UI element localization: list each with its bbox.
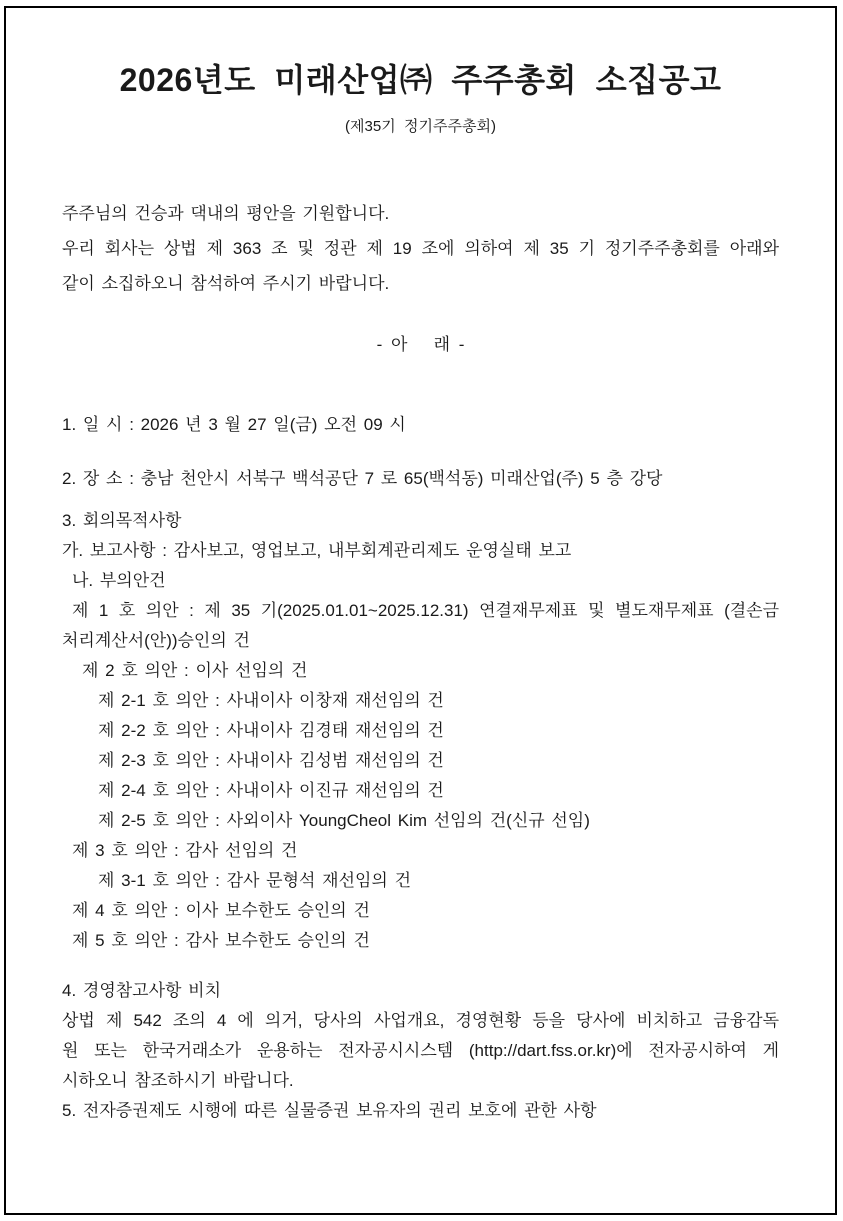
- greeting-line: 주주님의 건승과 댁내의 평안을 기원합니다.: [62, 204, 390, 223]
- agenda-header: 3. 회의목적사항: [62, 511, 182, 530]
- proposals-header: 나. 부의안건: [72, 571, 166, 590]
- reference-section: [62, 976, 779, 1126]
- reference-line-3: 시하오니 참조하시기 바랍니다.: [62, 1071, 294, 1090]
- intro-line-2: 같이 소집하오니 참석하여 주시기 바랍니다.: [62, 274, 390, 293]
- greeting-paragraph: [62, 196, 779, 301]
- reference-line-1: 상법 제 542 조의 4 에 의거, 당사의 사업개요, 경영현황 등을 당사에 비치하고 금융감독: [62, 1011, 779, 1030]
- reference-line-2: 원 또는 한국거래소가 운용하는 전자공시시스템 (http://dart.fss.or.kr)에 전자공시하여 게: [62, 1041, 779, 1060]
- proposal-4: 제 4 호 의안 : 이사 보수한도 승인의 건: [72, 901, 370, 920]
- agenda-section: [62, 506, 779, 956]
- proposal-3: 제 3 호 의안 : 감사 선임의 건: [72, 841, 298, 860]
- document-title: 2026년도 미래산업㈜ 주주총회 소집공고: [119, 62, 722, 98]
- proposal-2: 제 2 호 의안 : 이사 선임의 건: [82, 661, 308, 680]
- meeting-location: 2. 장 소 : 충남 천안시 서북구 백석공단 7 로 65(백석동) 미래산업(주) 5 층 강당: [62, 469, 663, 488]
- report-items-line: 가. 보고사항 : 감사보고, 영업보고, 내부회계관리제도 운영실태 보고: [62, 541, 572, 560]
- notice-page: [4, 6, 837, 1215]
- below-separator: - 아 래 -: [376, 335, 465, 354]
- electronic-securities-line: 5. 전자증권제도 시행에 따른 실물증권 보유자의 권리 보호에 관한 사항: [62, 1101, 597, 1120]
- meeting-datetime: 1. 일 시 : 2026 년 3 월 27 일(금) 오전 09 시: [62, 415, 406, 434]
- proposal-2-1: 제 2-1 호 의안 : 사내이사 이창재 재선임의 건: [98, 691, 444, 710]
- proposal-1-line-2: 처리계산서(안))승인의 건: [62, 631, 250, 650]
- proposal-2-4: 제 2-4 호 의안 : 사내이사 이진규 재선임의 건: [98, 781, 444, 800]
- proposal-2-5: 제 2-5 호 의안 : 사외이사 YoungCheol Kim 선임의 건(신규 선임): [98, 811, 590, 830]
- proposal-5: 제 5 호 의안 : 감사 보수한도 승인의 건: [72, 931, 370, 950]
- proposal-2-2: 제 2-2 호 의안 : 사내이사 김경태 재선임의 건: [98, 721, 444, 740]
- reference-header: 4. 경영참고사항 비치: [62, 981, 221, 1000]
- proposal-2-3: 제 2-3 호 의안 : 사내이사 김성범 재선임의 건: [98, 751, 444, 770]
- document-subtitle: (제35기 정기주주총회): [345, 118, 496, 135]
- intro-line-1: 우리 회사는 상법 제 363 조 및 정관 제 19 조에 의하여 제 35 기 정기주주총회를 아래와: [62, 239, 779, 258]
- proposal-1-line-1: 제 1 호 의안 : 제 35 기(2025.01.01~2025.12.31) 연결재무제표 및 별도재무제표 (결손금: [72, 601, 779, 620]
- proposal-3-1: 제 3-1 호 의안 : 감사 문형석 재선임의 건: [98, 871, 411, 890]
